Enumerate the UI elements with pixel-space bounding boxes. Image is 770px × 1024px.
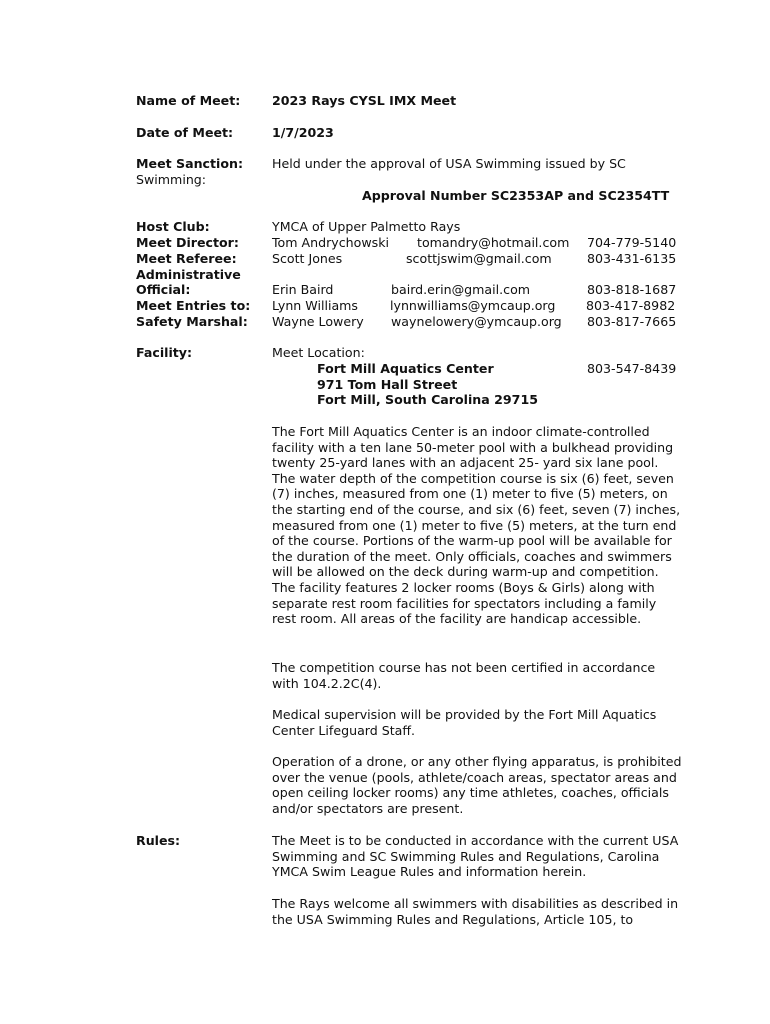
meet-sanction-label: Meet Sanction:: [136, 156, 244, 171]
host-club-label: Host Club:: [136, 219, 210, 234]
meet-director-phone: 704-779-5140: [587, 235, 677, 250]
venue-city: Fort Mill, South Carolina 29715: [317, 392, 538, 407]
safety-marshal-phone: 803-817-7665: [587, 314, 677, 329]
approval-number: Approval Number SC2353AP and SC2354TT: [362, 188, 670, 203]
official-phone: 803-818-1687: [587, 282, 677, 297]
meet-director-label: Meet Director:: [136, 235, 239, 250]
drone-policy-note: Operation of a drone, or any other flying apparatus, is prohibited over the venue (pools, athlete/coach areas, spectator areas and open ceiling locker rooms) any time athletes, coaches, officials and/or spectators are present.: [272, 754, 682, 816]
meet-director-email[interactable]: tomandry@hotmail.com: [417, 235, 570, 250]
name-of-meet-label: Name of Meet:: [136, 93, 241, 108]
meet-location-label: Meet Location:: [272, 345, 365, 360]
medical-supervision-note: Medical supervision will be provided by the Fort Mill Aquatics Center Lifeguard Staff.: [272, 707, 657, 738]
rules-label: Rules:: [136, 833, 181, 848]
meet-referee-label: Meet Referee:: [136, 251, 237, 266]
meet-referee-phone: 803-431-6135: [587, 251, 677, 266]
rules-disabilities-paragraph: The Rays welcome all swimmers with disabilities as described in the USA Swimming Rules and Regulations, Article 105, to: [272, 896, 679, 927]
rules-conduct-paragraph: The Meet is to be conducted in accordance with the current USA Swimming and SC Swimming Rules and Regulations, Carolina YMCA Swim League Rules and information herein.: [272, 833, 679, 880]
facility-description: The Fort Mill Aquatics Center is an indoor climate-controlled facility with a ten lane 50-meter pool with a bulkhead providing twenty 25-yard lanes with an adjacent 25- yard six lane pool. The water depth of the competition course is six (6) feet, seven (7) inches, measured from one (1) meter to five (5) meters, on the starting end of the course, and six (6) feet, seven (7) inches, measured from one (1) meter to five (5) meters, at the turn end of the course. Portions of the warm-up pool will be available for the duration of the meet. Only officials, coaches and swimmers will be allowed on the deck during warm-up and competition. The facility features 2 locker rooms (Boys & Girls) along with separate rest room facilities for spectators including a family rest room. All areas of the facility are handicap accessible.: [272, 424, 681, 627]
official-name: Erin Baird: [272, 282, 334, 297]
meet-entries-phone: 803-417-8982: [586, 298, 676, 313]
venue-phone: 803-547-8439: [587, 361, 677, 376]
official-email[interactable]: baird.erin@gmail.com: [391, 282, 531, 297]
date-of-meet-value: 1/7/2023: [272, 125, 334, 140]
meet-director-name: Tom Andrychowski: [272, 235, 390, 250]
host-club-value: YMCA of Upper Palmetto Rays: [272, 219, 461, 234]
venue-name: Fort Mill Aquatics Center: [317, 361, 494, 376]
certification-note: The competition course has not been certified in accordance with 104.2.2C(4).: [272, 660, 656, 691]
meet-referee-email[interactable]: scottjswim@gmail.com: [406, 251, 552, 266]
meet-entries-label: Meet Entries to:: [136, 298, 251, 313]
sanction-text: Held under the approval of USA Swimming issued by SC: [272, 156, 626, 171]
meet-entries-name: Lynn Williams: [272, 298, 358, 313]
meet-sanction-label-cont: Swimming:: [136, 172, 207, 187]
official-label: Official:: [136, 282, 191, 297]
date-of-meet-label: Date of Meet:: [136, 125, 234, 140]
name-of-meet-value: 2023 Rays CYSL IMX Meet: [272, 93, 457, 108]
meet-referee-name: Scott Jones: [272, 251, 343, 266]
meet-entries-email[interactable]: lynnwilliams@ymcaup.org: [390, 298, 556, 313]
safety-marshal-name: Wayne Lowery: [272, 314, 364, 329]
safety-marshal-label: Safety Marshal:: [136, 314, 248, 329]
administrative-label: Administrative: [136, 267, 241, 282]
safety-marshal-email[interactable]: waynelowery@ymcaup.org: [391, 314, 562, 329]
venue-street: 971 Tom Hall Street: [317, 377, 458, 392]
facility-label: Facility:: [136, 345, 193, 360]
